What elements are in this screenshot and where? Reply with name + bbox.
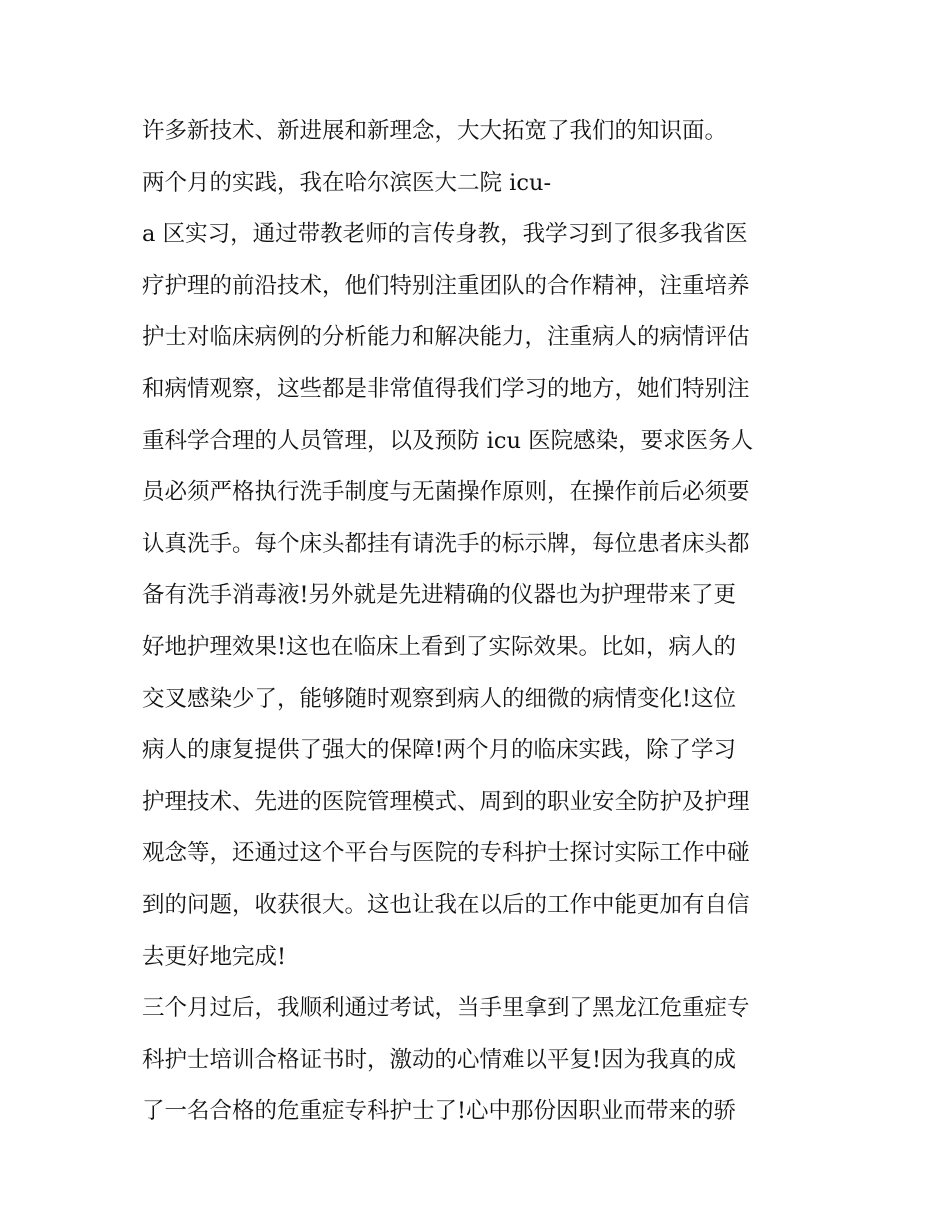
text-line: 科护士培训合格证书时，激动的心情难以平复!因为我真的成 [142, 1046, 737, 1073]
text-line: 三个月过后，我顺利通过考试，当手里拿到了黑龙江危重症专 [142, 995, 750, 1022]
text-line: 到的问题，收获很大。这也让我在以后的工作中能更加有自信 [142, 891, 750, 918]
text-line: 交叉感染少了，能够随时观察到病人的细微的病情变化!这位 [142, 685, 737, 712]
text-line: 两个月的实践，我在哈尔滨医大二院 icu- [142, 169, 552, 196]
text-line: 了一名合格的危重症专科护士了!心中那份因职业而带来的骄 [142, 1098, 737, 1125]
text-line: 护理技术、先进的医院管理模式、周到的职业安全防护及护理 [142, 788, 750, 815]
text-line: 好地护理效果!这也在临床上看到了实际效果。比如，病人的 [142, 633, 737, 660]
text-line: 和病情观察，这些都是非常值得我们学习的地方，她们特别注 [142, 375, 750, 402]
text-line: 去更好地完成! [142, 943, 287, 970]
text-line: 许多新技术、新进展和新理念，大大拓宽了我们的知识面。 [142, 118, 728, 144]
text-line: 认真洗手。每个床头都挂有请洗手的标示牌，每位患者床头都 [142, 530, 750, 557]
body-text [142, 106, 822, 1138]
text-line: 重科学合理的人员管理，以及预防 icu 医院感染，要求医务人 [142, 427, 754, 454]
text-line: a 区实习，通过带教老师的言传身教，我学习到了很多我省医 [142, 221, 748, 248]
text-line: 观念等，还通过这个平台与医院的专科护士探讨实际工作中碰 [142, 840, 750, 867]
text-line: 护士对临床病例的分析能力和解决能力，注重病人的病情评估 [142, 324, 750, 351]
text-line: 病人的康复提供了强大的保障!两个月的临床实践，除了学习 [142, 737, 737, 764]
text-line: 疗护理的前沿技术，他们特别注重团队的合作精神，注重培养 [142, 272, 750, 299]
text-line: 员必须严格执行洗手制度与无菌操作原则，在操作前后必须要 [142, 479, 750, 506]
text-line: 备有洗手消毒液!另外就是先进精确的仪器也为护理带来了更 [142, 582, 737, 609]
